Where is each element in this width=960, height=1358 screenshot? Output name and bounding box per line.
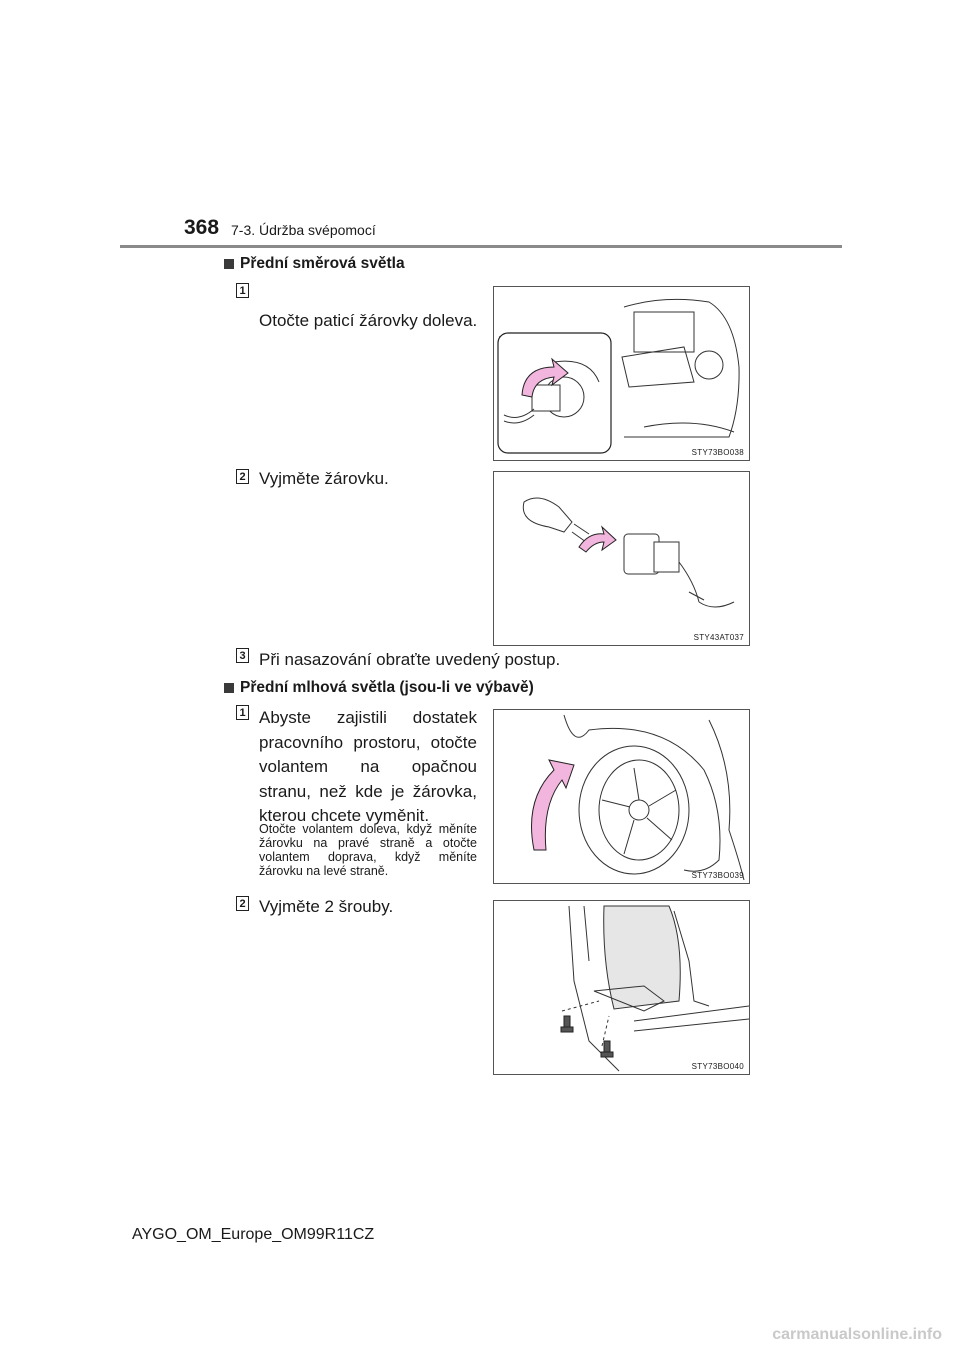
illustration-screws bbox=[494, 901, 750, 1075]
step-number: 3 bbox=[236, 648, 249, 663]
page-number: 368 bbox=[184, 216, 220, 239]
square-bullet-icon bbox=[224, 259, 234, 269]
watermark: carmanualsonline.info bbox=[772, 1326, 942, 1343]
step-number: 2 bbox=[236, 896, 249, 911]
section-heading-text: Přední směrová světla bbox=[240, 255, 405, 272]
step-number: 1 bbox=[236, 705, 249, 720]
step-note: Otočte volantem doleva, když měníte žárovku na pravé straně a otočte volantem doprava, když měníte žárovku na levé straně. bbox=[259, 822, 477, 878]
footer-doc-id: AYGO_OM_Europe_OM99R11CZ bbox=[132, 1226, 375, 1243]
header-rule bbox=[120, 245, 842, 248]
section-title: 7-3. Údržba svépomocí bbox=[231, 222, 376, 238]
illustration-wheel bbox=[494, 710, 750, 884]
figure-steering-wheel-turn bbox=[493, 709, 750, 884]
step-text: Při nasazování obraťte uvedený postup. bbox=[259, 650, 561, 669]
section-heading-turn-signals bbox=[224, 255, 405, 273]
step-text: Abyste zajistili dostatek pracovního prostoru, otočte volantem na opačnou stranu, než kde je žárovka, kterou chcete vyměnit. bbox=[259, 708, 477, 825]
step-number: 1 bbox=[236, 283, 249, 298]
step-text: Vyjměte žárovku. bbox=[259, 469, 389, 488]
illustration-bulb bbox=[494, 472, 750, 646]
illustration-socket bbox=[494, 287, 750, 461]
figure-code: STY73BO040 bbox=[691, 1062, 744, 1071]
square-bullet-icon bbox=[224, 683, 234, 693]
figure-code: STY73BO039 bbox=[691, 871, 744, 880]
step-text: Otočte paticí žárovky doleva. bbox=[259, 311, 478, 330]
section-heading-fog-lights bbox=[224, 679, 534, 697]
figure-code: STY73BO038 bbox=[691, 448, 744, 457]
figure-remove-screws bbox=[493, 900, 750, 1075]
figure-code: STY43AT037 bbox=[693, 633, 744, 642]
section-heading-text: Přední mlhová světla (jsou-li ve výbavě) bbox=[240, 679, 534, 696]
step-number: 2 bbox=[236, 469, 249, 484]
step-text: Vyjměte 2 šrouby. bbox=[259, 897, 394, 916]
figure-bulb-removal bbox=[493, 471, 750, 646]
figure-bulb-socket-removal bbox=[493, 286, 750, 461]
